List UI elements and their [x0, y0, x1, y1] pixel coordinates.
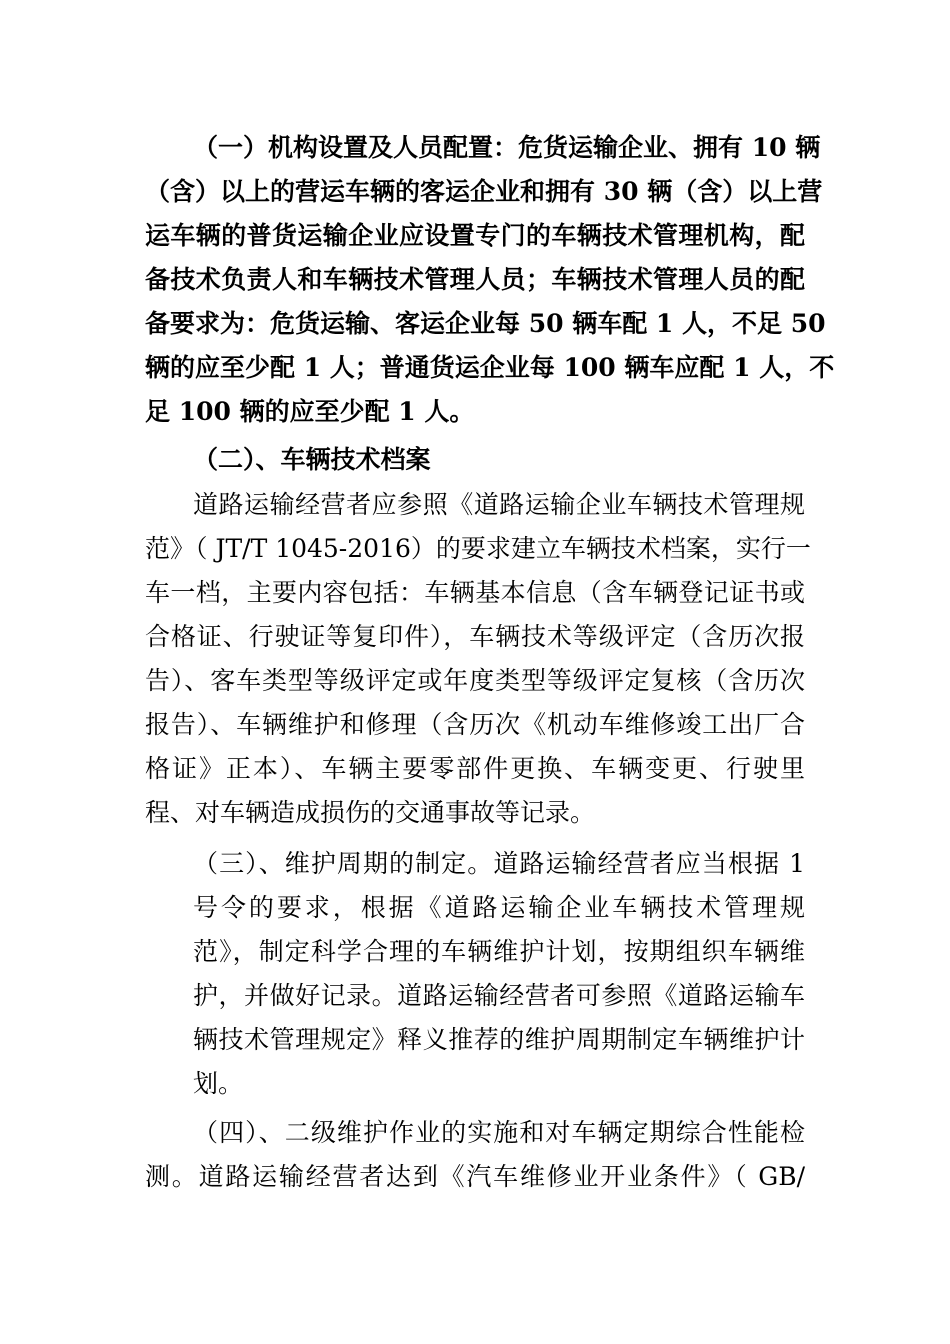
paragraph-line: 格证》正本）、车辆主要零部件更换、车辆变更、行驶里 — [145, 754, 805, 783]
paragraph-line: 合格证、行驶证等复印件），车辆技术等级评定（含历次报 — [145, 622, 805, 651]
paragraph-line: 道路运输经营者应参照《道路运输企业车辆技术管理规 — [193, 490, 805, 519]
section-1-paragraph — [145, 126, 835, 434]
paragraph-line: 测。道路运输经营者达到《汽车维修业开业条件》（ GB/ — [145, 1162, 805, 1191]
paragraph-line: （四）、二级维护作业的实施和对车辆定期综合性能检 — [193, 1118, 805, 1147]
paragraph-line: 备技术负责人和车辆技术管理人员；车辆技术管理人员的配 — [145, 265, 805, 294]
paragraph-line: 车一档，主要内容包括：车辆基本信息（含车辆登记证书或 — [145, 578, 805, 607]
paragraph-line: 告）、客车类型等级评定或年度类型等级评定复核（含历次 — [145, 666, 805, 695]
paragraph-line: 范》，制定科学合理的车辆维护计划，按期组织车辆维 — [193, 937, 805, 966]
paragraph-line: 报告）、车辆维护和修理（含历次《机动车维修竣工出厂合 — [145, 710, 805, 739]
paragraph-line: （三）、维护周期的制定。道路运输经营者应当根据 1 — [193, 849, 805, 878]
paragraph-line: 程、对车辆造成损伤的交通事故等记录。 — [145, 798, 596, 827]
paragraph-line: 辆的应至少配 1 人；普通货运企业每 100 辆车应配 1 人，不 — [145, 353, 835, 382]
paragraph-line: （一）机构设置及人员配置：危货运输企业、拥有 10 辆 — [193, 133, 821, 162]
section-2-heading-block — [145, 438, 805, 482]
paragraph-line: 辆技术管理规定》释义推荐的维护周期制定车辆维护计 — [193, 1025, 805, 1054]
paragraph-line: 划。 — [193, 1069, 244, 1098]
paragraph-line: 护，并做好记录。道路运输经营者可参照《道路运输车 — [193, 981, 805, 1010]
section-2-paragraph — [145, 483, 811, 835]
paragraph-line: 足 100 辆的应至少配 1 人。 — [145, 397, 475, 426]
paragraph-line: 运车辆的普货运输企业应设置专门的车辆技术管理机构，配 — [145, 221, 805, 250]
paragraph-line: 备要求为：危货运输、客运企业每 50 辆车配 1 人，不足 50 — [145, 309, 826, 338]
section-4-paragraph — [145, 1111, 805, 1199]
paragraph-line: 号令的要求，根据《道路运输企业车辆技术管理规 — [193, 893, 805, 922]
section-heading: （二）、车辆技术档案 — [193, 445, 431, 474]
paragraph-line: （含）以上的营运车辆的客运企业和拥有 30 辆（含）以上营 — [145, 177, 823, 206]
section-3-paragraph — [193, 842, 805, 1106]
paragraph-line: 范》（ JT/T 1045-2016）的要求建立车辆技术档案，实行一 — [145, 534, 811, 563]
